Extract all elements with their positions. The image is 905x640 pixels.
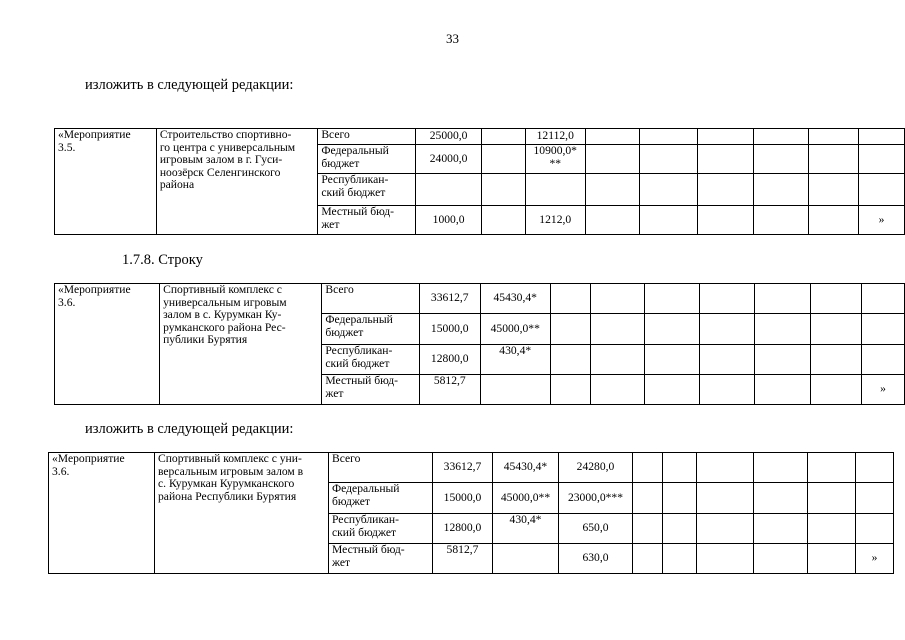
value-cell: 5812,7 (433, 544, 493, 574)
closing-quote: » (856, 544, 894, 574)
value-cell: 45000,0** (493, 483, 559, 514)
value-cell: 24000,0 (416, 145, 482, 174)
value-cell: 25000,0 (416, 129, 482, 145)
funding-source-cell: Местный бюд- жет (329, 544, 433, 574)
value-cell (416, 174, 482, 206)
table-activity-3-5 (54, 128, 905, 235)
funding-source-cell: Республикан- ский бюджет (329, 514, 433, 544)
value-cell: 33612,7 (419, 284, 480, 314)
value-cell: 1000,0 (416, 206, 482, 235)
event-name-cell: «Мероприятие 3.6. (55, 284, 160, 405)
value-cell: 12112,0 (525, 129, 585, 145)
value-cell (493, 544, 559, 574)
funding-source-cell: Всего (318, 129, 416, 145)
funding-source-cell: Всего (329, 453, 433, 483)
page-number: 33 (446, 31, 459, 46)
value-cell: 23000,0*** (559, 483, 633, 514)
value-cell (482, 174, 526, 206)
instruction-paragraph-3: изложить в следующей редакции: (85, 421, 294, 437)
table-row (49, 453, 894, 483)
value-cell (482, 145, 526, 174)
event-name-cell: «Мероприятие 3.6. (49, 453, 155, 574)
value-cell: 15000,0 (419, 314, 480, 345)
value-cell: 1212,0 (525, 206, 585, 235)
value-cell: 430,4* (480, 345, 550, 375)
closing-quote: » (861, 375, 904, 405)
value-cell (482, 129, 526, 145)
value-cell: 5812,7 (419, 375, 480, 405)
value-cell: 430,4* (493, 514, 559, 544)
value-cell: 33612,7 (433, 453, 493, 483)
funding-source-cell: Федеральный бюджет (329, 483, 433, 514)
funding-source-cell: Федеральный бюджет (318, 145, 416, 174)
table-row (55, 284, 905, 314)
instruction-paragraph-1: изложить в следующей редакции: (85, 77, 294, 93)
value-cell (525, 174, 585, 206)
value-cell: 650,0 (559, 514, 633, 544)
value-cell: 45430,4* (480, 284, 550, 314)
object-name-cell: Спортивный комплекс с универсальным игровым залом в с. Курумкан Ку- румканского района Рес- публики Бурятия (160, 284, 322, 405)
funding-source-cell: Местный бюд- жет (318, 206, 416, 235)
event-name-cell: «Мероприятие 3.5. (55, 129, 157, 235)
value-cell (480, 375, 550, 405)
value-cell (482, 206, 526, 235)
funding-source-cell: Республикан- ский бюджет (318, 174, 416, 206)
table-activity-3-6-new (48, 452, 894, 574)
value-cell: 15000,0 (433, 483, 493, 514)
value-cell: 630,0 (559, 544, 633, 574)
object-name-cell: Строительство спортивно- го центра с универсальным игровым залом в г. Гуси- ноозёрск Селенгинского района (156, 129, 317, 235)
table-row (55, 129, 905, 145)
funding-source-cell: Всего (322, 284, 419, 314)
closing-quote: » (859, 206, 905, 235)
value-cell: 10900,0* ** (525, 145, 585, 174)
value-cell: 45000,0** (480, 314, 550, 345)
funding-source-cell: Местный бюд- жет (322, 375, 419, 405)
value-cell: 12800,0 (419, 345, 480, 375)
value-cell: 12800,0 (433, 514, 493, 544)
funding-source-cell: Республикан- ский бюджет (322, 345, 419, 375)
table-activity-3-6-old (54, 283, 905, 405)
instruction-paragraph-2: 1.7.8. Строку (122, 252, 203, 268)
value-cell: 24280,0 (559, 453, 633, 483)
object-name-cell: Спортивный комплекс с уни- версальным игровым залом в с. Курумкан Курумканского района Республики Бурятия (155, 453, 329, 574)
funding-source-cell: Федеральный бюджет (322, 314, 419, 345)
value-cell: 45430,4* (493, 453, 559, 483)
